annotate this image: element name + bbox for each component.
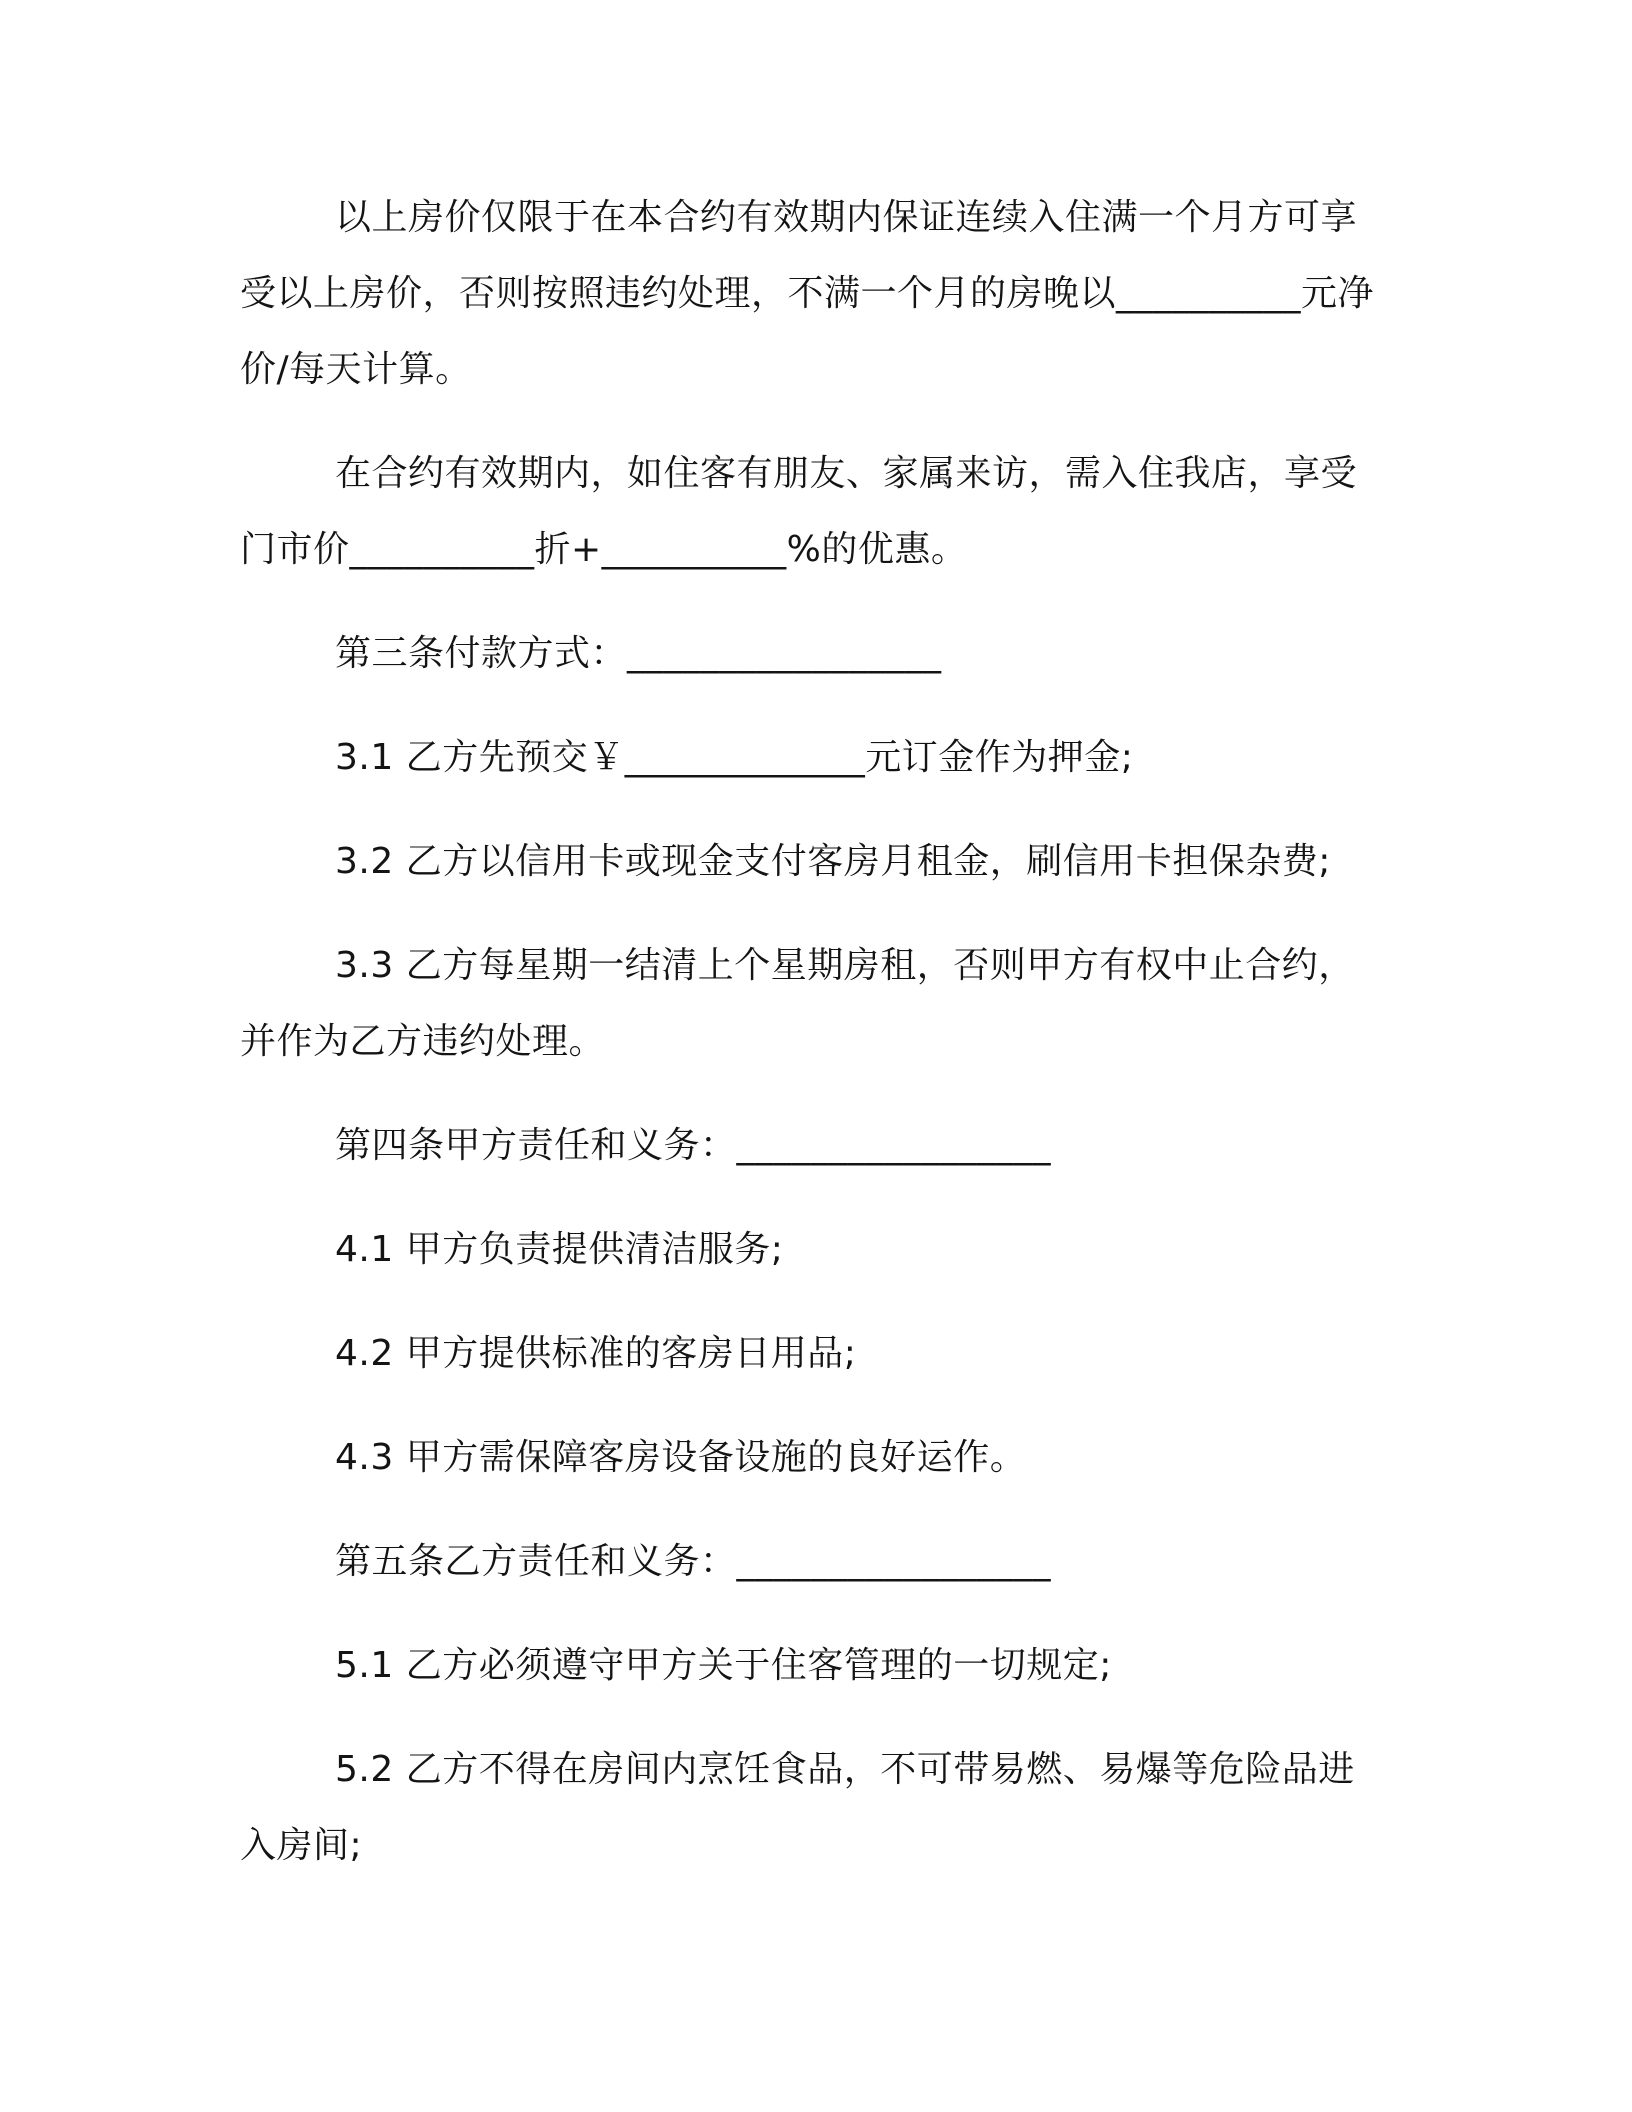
clause-5-1: 5.1 乙方必须遵守甲方关于住客管理的一切规定; [335, 1645, 1112, 1686]
clause-4-3: 4.3 甲方需保障客房设备设施的良好运作。 [335, 1437, 1027, 1478]
clause-4-2: 4.2 甲方提供标准的客房日用品; [335, 1333, 857, 1374]
clause-5-heading: 第五条乙方责任和义务：_________________ [335, 1541, 1052, 1582]
document-page [240, 180, 1380, 1884]
clause-5-2: 5.2 乙方不得在房间内烹饪食品，不可带易燃、易爆等危险品进入房间; [240, 1749, 1355, 1866]
clause-3-heading: 第三条付款方式：_________________ [335, 633, 942, 674]
paragraph-visitor-discount: 在合约有效期内，如住客有朋友、家属来访，需入住我店，享受门市价__________折+__________%的优惠。 [240, 453, 1358, 570]
clause-4-heading: 第四条甲方责任和义务：_________________ [335, 1125, 1052, 1166]
clause-3-2: 3.2 乙方以信用卡或现金支付客房月租金，刷信用卡担保杂费; [335, 841, 1331, 882]
clause-3-1: 3.1 乙方先预交￥_____________元订金作为押金; [335, 737, 1134, 778]
clause-4-1: 4.1 甲方负责提供清洁服务; [335, 1229, 784, 1270]
paragraph-room-price-term: 以上房价仅限于在本合约有效期内保证连续入住满一个月方可享受以上房价，否则按照违约处理，不满一个月的房晚以__________元净价/每天计算。 [240, 197, 1375, 390]
clause-3-3: 3.3 乙方每星期一结清上个星期房租，否则甲方有权中止合约，并作为乙方违约处理。 [240, 945, 1355, 1062]
